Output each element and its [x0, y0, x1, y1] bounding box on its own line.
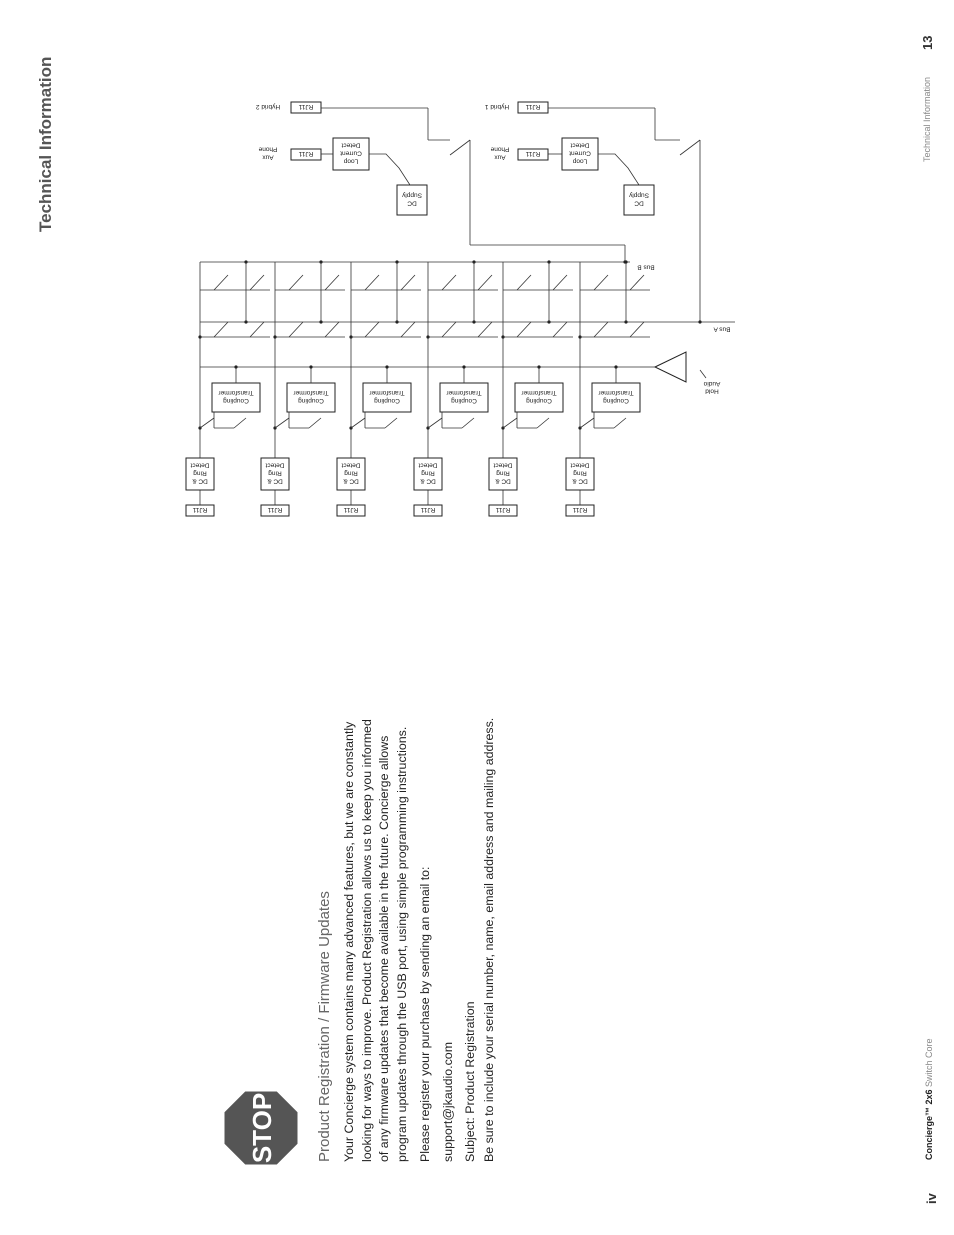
coupling-transformer-label-line: Coupling [451, 397, 477, 405]
switch-contact [250, 275, 264, 290]
bus-a-label [713, 326, 731, 333]
rj11-hybrid-1-label [525, 103, 540, 110]
hold-audio-amplifier [655, 352, 686, 382]
switch-contact [594, 275, 608, 290]
bus-b-label-line: Bus B [637, 263, 655, 271]
right-running-head: Technical Information [922, 76, 932, 162]
rj11-label [267, 506, 282, 513]
switch-contact [401, 322, 415, 337]
dc-ring-detect-label-line: Ring [421, 469, 435, 477]
switch-contact [351, 418, 365, 428]
switch-contact [537, 418, 549, 428]
coupling-transformer-label-line: Coupling [603, 397, 629, 405]
dc-ring-detect-label-line: DC & [495, 477, 511, 485]
rj11-label-line: RJ11 [572, 506, 588, 514]
registration-include-note: Be sure to include your serial number, name, email address and mailing address. [482, 717, 496, 1162]
junction-dot [537, 365, 540, 368]
page-title: Technical Information [36, 56, 55, 232]
switch-contact [462, 418, 474, 428]
aux-phone-label-1-line: Aux [494, 153, 506, 161]
dc-ring-detect-label-line: Detect [570, 461, 590, 469]
switch-contact [517, 322, 531, 337]
dc-ring-detect-label-line: Detect [341, 461, 361, 469]
switch-contact [442, 322, 456, 337]
dc-supply-label-1-line: DC [634, 199, 644, 207]
loop-current-detect-label-2-line: Current [340, 149, 362, 157]
hybrid-1-label [485, 103, 510, 110]
junction-dot [614, 365, 617, 368]
coupling-transformer-label-line: Coupling [223, 397, 249, 405]
aux-phone-label-1-line: Phone [490, 145, 510, 153]
switch-contact [517, 275, 531, 290]
registration-heading: Product Registration / Firmware Updates [316, 891, 333, 1162]
registration-instruction: Please register your purchase by sending an email to: [418, 866, 432, 1162]
switch-contact [478, 275, 492, 290]
bus-b-label [637, 264, 654, 271]
switch-contact [234, 418, 246, 428]
wire [369, 154, 410, 185]
coupling-transformer-label-line: Transformer [369, 389, 405, 397]
dc-ring-detect-label-line: Ring [344, 469, 358, 477]
switch-contact [250, 322, 264, 337]
switch-contact [478, 322, 492, 337]
coupling-transformer-label-line: Transformer [521, 389, 557, 397]
loop-current-detect-label-1-line: Detect [570, 141, 590, 149]
aux-phone-label-1 [490, 146, 509, 161]
switch-contact [553, 322, 567, 337]
bus-a-label-line: Bus A [713, 325, 731, 333]
right-page-number: 13 [920, 35, 935, 50]
stop-label: STOP [247, 1092, 277, 1164]
hybrid-1-label-line: Hybrid 1 [484, 103, 510, 111]
registration-email: support@jkaudio.com [441, 1041, 455, 1162]
aux-phone-label-2-line: Aux [262, 153, 274, 161]
coupling-transformer-label-line: Transformer [293, 389, 329, 397]
switch-contact [365, 322, 379, 337]
rj11-label-line: RJ11 [495, 506, 511, 514]
registration-subject: Subject: Product Registration [463, 1001, 477, 1162]
hybrid-2-label-line: Hybrid 2 [255, 103, 281, 111]
dc-ring-detect-label-line: Detect [418, 461, 438, 469]
switch-contact [385, 418, 397, 428]
dc-ring-detect-label-line: DC & [267, 477, 283, 485]
dc-ring-detect-label-line: DC & [343, 477, 359, 485]
rj11-label-line: RJ11 [343, 506, 359, 514]
coupling-transformer-label-line: Transformer [598, 389, 634, 397]
dc-ring-detect-label-line: Ring [193, 469, 207, 477]
paragraph-line: Your Concierge system contains many advanced features, but we are constantly [342, 721, 356, 1162]
switch-contact [442, 275, 456, 290]
dc-ring-detect-label-line: DC & [572, 477, 588, 485]
switch-contact [309, 418, 321, 428]
dc-ring-detect-label-line: Ring [573, 469, 587, 477]
left-page-number: iv [924, 1193, 939, 1204]
running-head-subtitle: Switch Core [924, 1038, 934, 1087]
junction-dot [698, 320, 701, 323]
dc-ring-detect-label-line: Ring [496, 469, 510, 477]
brand-name: Concierge™ 2x6 [924, 1089, 934, 1160]
rj11-label-line: RJ11 [267, 506, 283, 514]
rj11-aux-phone-2-label-line: RJ11 [298, 150, 314, 158]
switch-contact [594, 322, 608, 337]
hold-audio-label [703, 380, 720, 395]
junction-dot [309, 365, 312, 368]
switch-contact [365, 275, 379, 290]
wire [700, 370, 706, 378]
junction-dot [385, 365, 388, 368]
loop-current-detect-label-2-line: Loop [343, 157, 359, 165]
switch-contact [503, 418, 517, 428]
dc-ring-detect-label-line: Ring [268, 469, 282, 477]
rj11-label [495, 506, 510, 513]
loop-current-detect-label-2-line: Detect [341, 141, 361, 149]
switch-contact [630, 322, 644, 337]
rj11-hybrid-2-label [298, 103, 313, 110]
rj11-aux-phone-2-label [298, 150, 313, 157]
wire [598, 154, 639, 185]
coupling-transformer-label-line: Transformer [218, 389, 254, 397]
switch-contact [401, 275, 415, 290]
junction-dot [623, 260, 626, 263]
coupling-transformer-label-line: Coupling [526, 397, 552, 405]
paragraph-line: looking for ways to improve. Product Registration allows us to keep you informed [359, 719, 374, 1162]
hybrid-2-label [256, 103, 281, 110]
switch-contact [680, 140, 700, 155]
rj11-aux-phone-1-label-line: RJ11 [525, 150, 541, 158]
switch-contact [325, 322, 339, 337]
switch-contact [428, 418, 442, 428]
switch-contact [214, 322, 228, 337]
junction-dot [462, 365, 465, 368]
dc-ring-detect-label-line: Detect [493, 461, 513, 469]
rj11-label-line: RJ11 [420, 506, 436, 514]
switch-contact [630, 275, 644, 290]
switch-contact [289, 275, 303, 290]
dc-ring-detect-label-line: DC & [420, 477, 436, 485]
hold-audio-label-line: Hold [705, 387, 719, 395]
rj11-label [343, 506, 358, 513]
rj11-label [420, 506, 435, 513]
dc-ring-detect-label-line: Detect [265, 461, 285, 469]
switch-contact [450, 140, 470, 155]
dc-supply-label-2-line: Supply [402, 191, 422, 199]
coupling-transformer-label-line: Transformer [446, 389, 482, 397]
coupling-transformer-label-line: Coupling [374, 397, 400, 405]
rj11-hybrid-1-label-line: RJ11 [525, 103, 541, 111]
switch-contact [289, 322, 303, 337]
switch-contact [275, 418, 289, 428]
coupling-transformer-label-line: Coupling [298, 397, 324, 405]
rj11-aux-phone-1-label [525, 150, 540, 157]
dc-ring-detect-label-line: DC & [192, 477, 208, 485]
dc-supply-label-1-line: Supply [629, 191, 649, 199]
hold-audio-label-line: Audio [703, 379, 721, 387]
dc-supply-label-2-line: DC [407, 199, 417, 207]
aux-phone-label-2 [258, 146, 277, 161]
switch-contact [553, 275, 567, 290]
rj11-label [192, 506, 207, 513]
loop-current-detect-label-1-line: Loop [572, 157, 588, 165]
paragraph-line: of any firmware updates that become available in the future. Concierge allows [377, 735, 392, 1162]
dc-ring-detect-label-line: Detect [190, 461, 210, 469]
rj11-hybrid-2-label-line: RJ11 [298, 103, 314, 111]
loop-current-detect-label-1-line: Current [569, 149, 591, 157]
switch-contact [214, 275, 228, 290]
rj11-label [572, 506, 587, 513]
switch-contact [325, 275, 339, 290]
switch-contact [614, 418, 626, 428]
aux-phone-label-2-line: Phone [258, 145, 278, 153]
switch-contact [580, 418, 594, 428]
junction-dot [234, 365, 237, 368]
paragraph-line: program updates through the USB port, using simple programming instructions. [394, 726, 409, 1162]
rj11-label-line: RJ11 [192, 506, 208, 514]
switch-contact [200, 418, 214, 428]
